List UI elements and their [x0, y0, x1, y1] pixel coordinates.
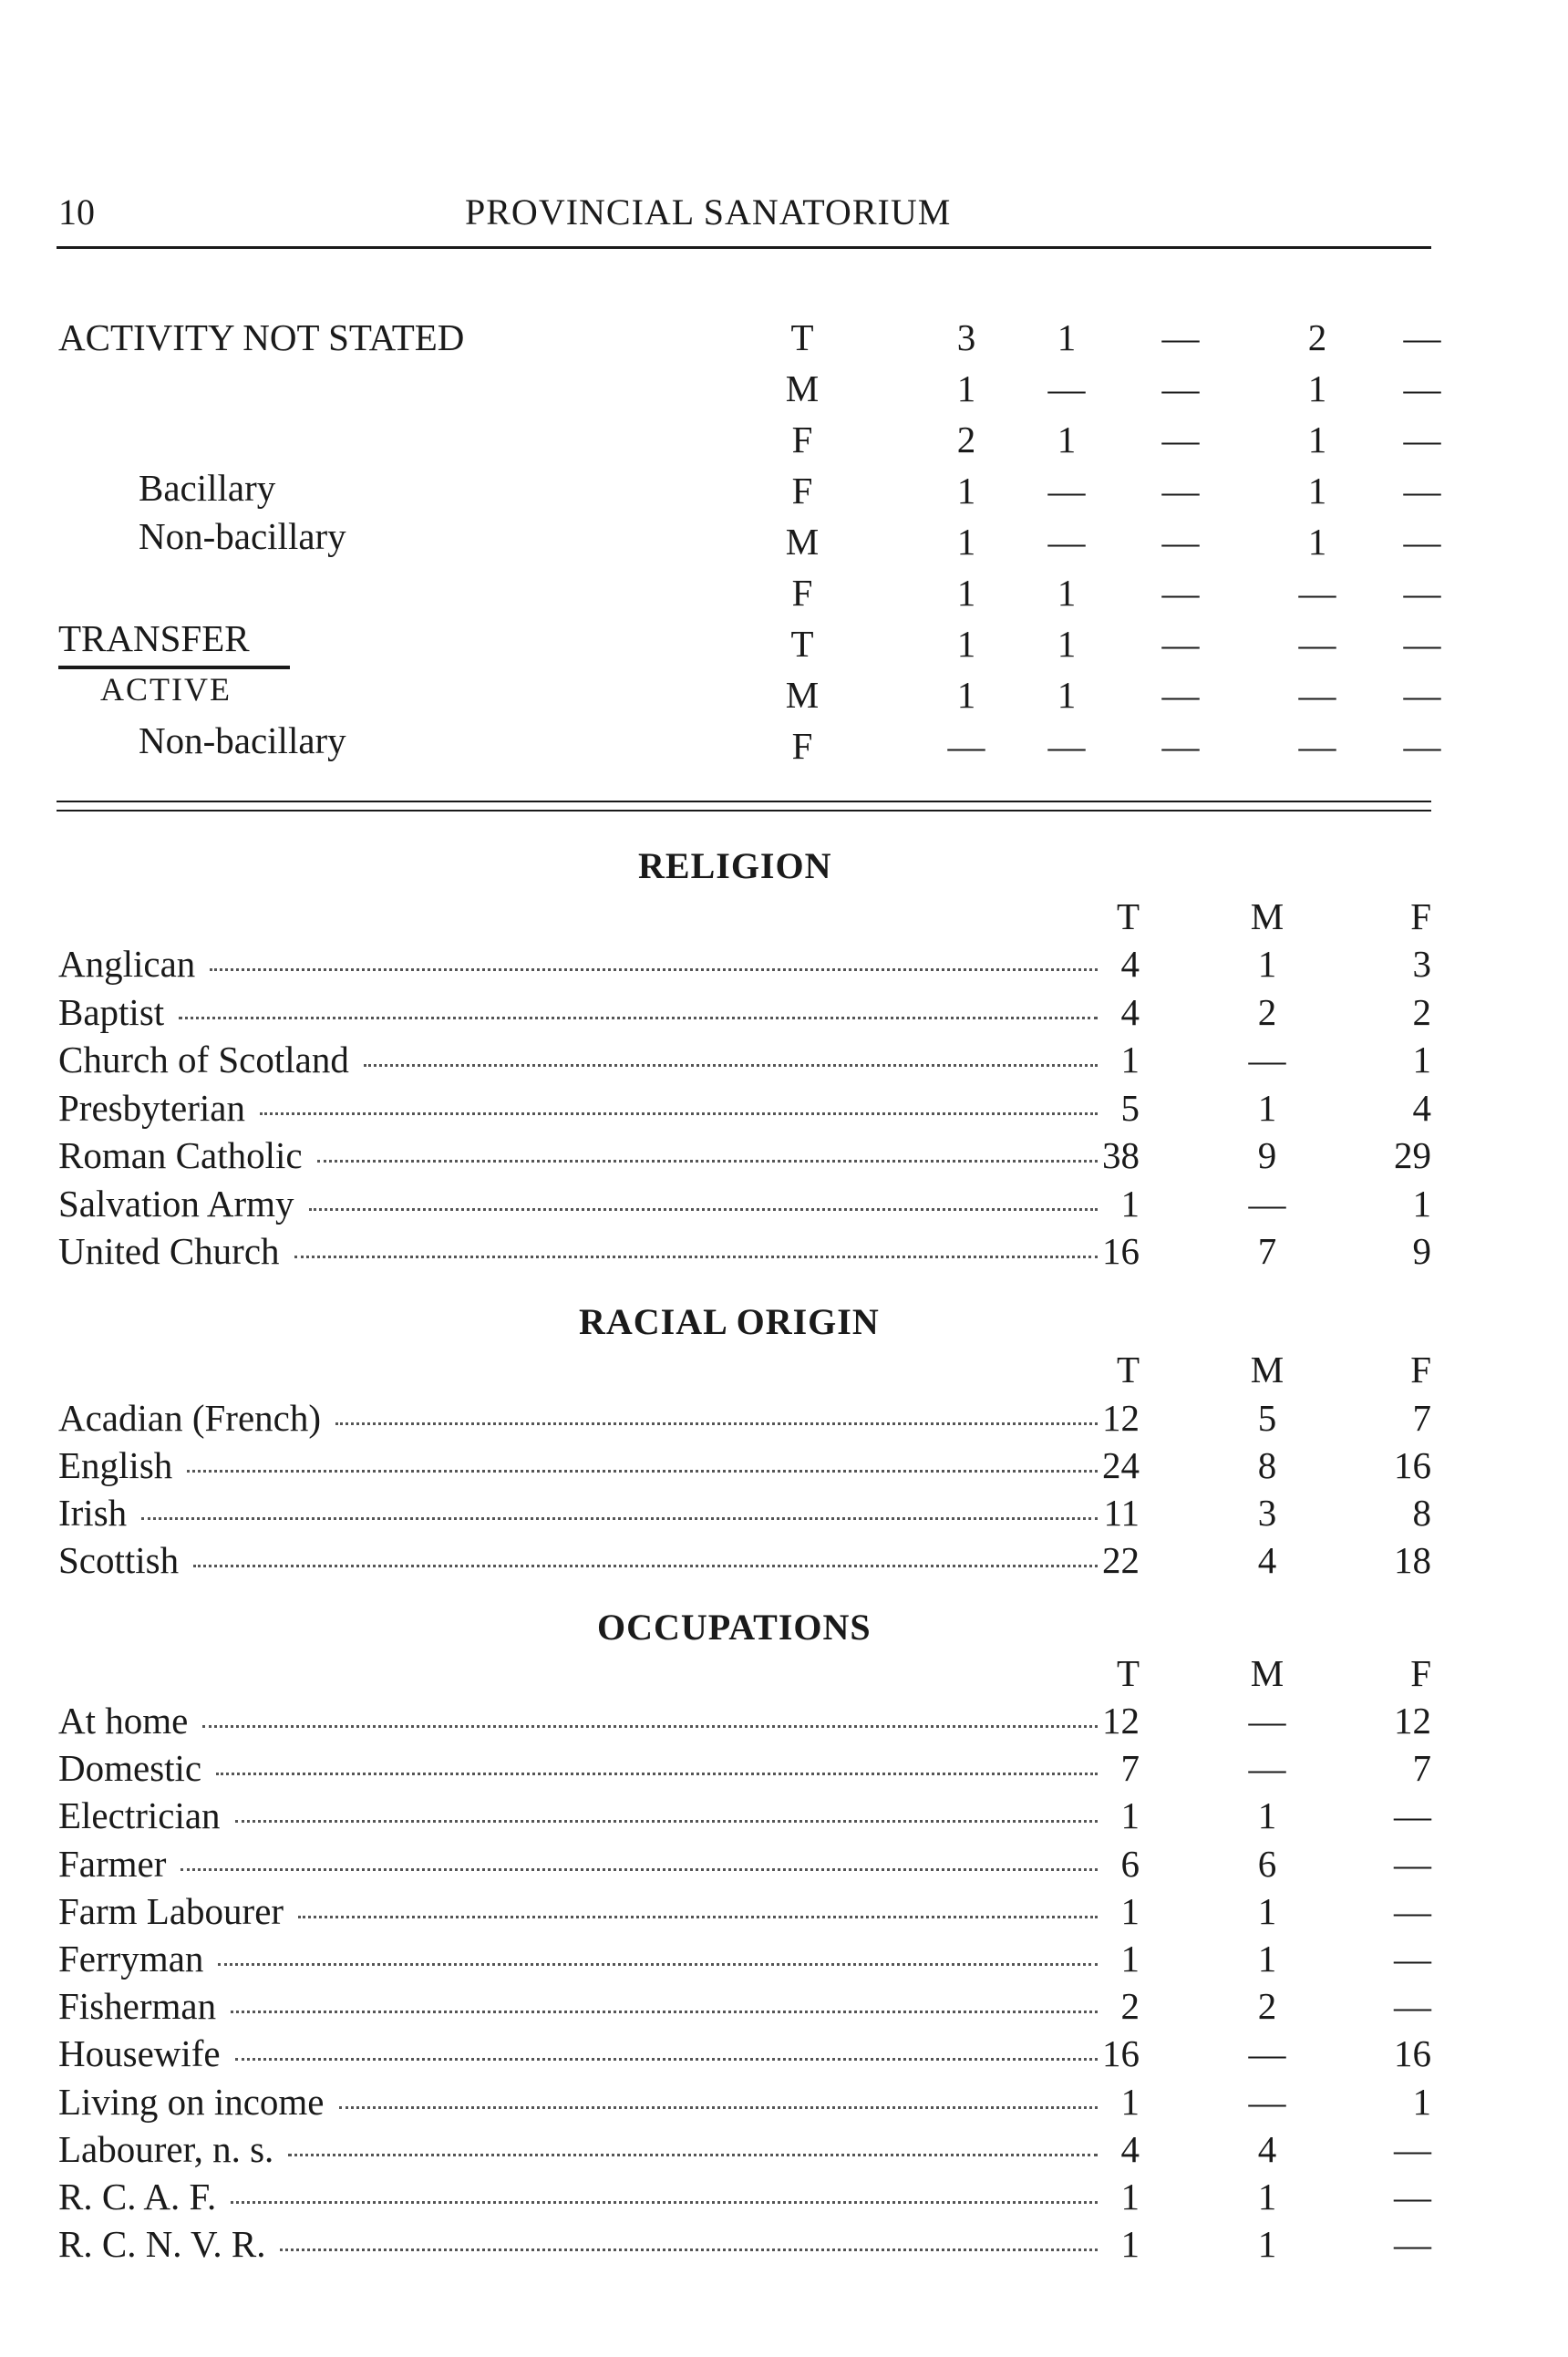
table-row — [58, 1702, 1098, 1740]
dot-leader — [364, 1064, 1098, 1067]
table-row — [58, 2080, 1098, 2123]
table-row — [58, 1134, 1098, 1176]
row-label: Salvation Army — [58, 1182, 294, 1225]
table-cell-m: — — [1248, 2080, 1286, 2123]
racial-header-m: M — [1250, 1349, 1284, 1390]
table-cell: 1 — [1057, 572, 1077, 614]
table-cell-t: 2 — [1120, 1985, 1140, 2028]
table-cell: — — [1161, 521, 1200, 563]
row-label: Anglican — [58, 943, 196, 985]
table-cell-m: 2 — [1257, 1985, 1277, 2028]
row-label: Roman Catholic — [58, 1134, 303, 1176]
table-row — [58, 1889, 1098, 1932]
table-cell-m: — — [1248, 1747, 1286, 1790]
table-cell: — — [1047, 521, 1086, 563]
sex-code: F — [791, 470, 813, 512]
table-cell-m: 7 — [1257, 1230, 1277, 1272]
row-label: Domestic — [58, 1747, 202, 1790]
table-cell: 1 — [1307, 419, 1327, 460]
row-label: Acadian (French) — [58, 1397, 322, 1439]
row-label: Ferryman — [58, 1938, 204, 1980]
row-label: TRANSFER — [58, 617, 250, 659]
table-cell-m: 1 — [1257, 943, 1277, 985]
table-cell-m: 1 — [1257, 2223, 1277, 2266]
dot-leader — [202, 1725, 1098, 1728]
table-cell-m: 4 — [1257, 1539, 1277, 1581]
table-cell-m: 9 — [1257, 1134, 1277, 1176]
row-label: Farm Labourer — [58, 1889, 284, 1932]
religion-header-t: T — [1116, 895, 1140, 937]
dot-leader — [298, 1916, 1098, 1918]
table-cell-t: 1 — [1120, 2176, 1140, 2217]
racial-header-t: T — [1116, 1349, 1140, 1390]
row-label: Baptist — [58, 990, 165, 1033]
dot-leader — [294, 1256, 1098, 1258]
racial-origin-title: RACIAL ORIGIN — [579, 1301, 880, 1342]
row-label: Non-bacillary — [139, 719, 346, 761]
table-cell-t: 12 — [1102, 1397, 1140, 1439]
table-cell: 2 — [1307, 316, 1327, 358]
table-cell-f: 1 — [1412, 1039, 1431, 1080]
table-cell-t: 12 — [1102, 1700, 1140, 1742]
table-cell-t: 1 — [1120, 2223, 1140, 2266]
table-cell: — — [1403, 623, 1441, 665]
table-cell: — — [1298, 623, 1336, 665]
table-cell-f: — — [1394, 1985, 1431, 2028]
table-cell: — — [1403, 572, 1441, 614]
table-cell-f: — — [1394, 2223, 1431, 2266]
table-cell: — — [1298, 725, 1336, 767]
occupations-header-f: F — [1410, 1652, 1431, 1694]
table-cell-f: 7 — [1412, 1747, 1431, 1790]
table-cell-m: 1 — [1257, 1938, 1277, 1980]
table-cell-t: 24 — [1102, 1444, 1140, 1486]
table-cell-f: 29 — [1394, 1134, 1431, 1176]
occupations-title: OCCUPATIONS — [597, 1607, 872, 1648]
table-cell: — — [1403, 316, 1441, 358]
separator-rule-top — [57, 801, 1431, 802]
table-cell-t: 38 — [1102, 1134, 1140, 1176]
sex-code: M — [785, 521, 820, 563]
table-cell-t: 1 — [1120, 1889, 1140, 1932]
table-cell-f: — — [1394, 2176, 1431, 2217]
table-cell: — — [1298, 674, 1336, 716]
table-row — [58, 1842, 1098, 1885]
table-cell-t: 22 — [1102, 1539, 1140, 1581]
table-cell: 1 — [1307, 521, 1327, 563]
table-cell: 1 — [1307, 367, 1327, 409]
table-cell: 1 — [956, 367, 976, 409]
table-row — [58, 1747, 1098, 1790]
table-cell-m: — — [1248, 1039, 1286, 1080]
table-cell-f: 18 — [1394, 1539, 1431, 1581]
table-cell-f: — — [1394, 1842, 1431, 1885]
table-cell: 1 — [1057, 419, 1077, 460]
table-cell-t: 1 — [1120, 1182, 1140, 1225]
table-cell-f: 7 — [1412, 1397, 1431, 1439]
table-cell-f: 9 — [1412, 1230, 1431, 1272]
row-label: Electrician — [58, 1794, 221, 1837]
dot-leader — [141, 1517, 1098, 1520]
religion-header-m: M — [1250, 895, 1284, 937]
table-cell: 3 — [956, 316, 976, 358]
table-cell-f: — — [1394, 1794, 1431, 1837]
table-cell-m: 2 — [1257, 990, 1277, 1033]
table-cell-t: 16 — [1102, 1230, 1140, 1272]
dot-leader — [181, 1868, 1098, 1871]
row-label: Presbyterian — [58, 1086, 245, 1129]
table-cell-m: 1 — [1257, 2176, 1277, 2217]
table-row — [58, 2223, 1098, 2266]
row-label: United Church — [58, 1230, 280, 1272]
table-cell-m: — — [1248, 1700, 1286, 1742]
dot-leader — [317, 1160, 1098, 1163]
row-label: R. C. N. V. R. — [58, 2223, 266, 2266]
table-cell-m: 4 — [1257, 2127, 1277, 2170]
table-cell: 1 — [956, 470, 976, 512]
table-cell: — — [1161, 674, 1200, 716]
table-cell: 1 — [1057, 316, 1077, 358]
dot-leader — [231, 2011, 1098, 2013]
row-label: ACTIVITY NOT STATED — [58, 316, 465, 358]
table-cell-f: 1 — [1412, 1182, 1431, 1225]
religion-title: RELIGION — [638, 845, 832, 886]
table-row — [58, 2032, 1098, 2075]
sex-code: M — [785, 674, 820, 716]
table-cell-t: 16 — [1102, 2032, 1140, 2075]
dot-leader — [235, 1820, 1098, 1823]
religion-header-f: F — [1410, 895, 1431, 937]
table-cell: — — [1047, 470, 1086, 512]
occupations-header-t: T — [1116, 1652, 1140, 1694]
table-cell: 1 — [1057, 623, 1077, 665]
table-cell-m: 8 — [1257, 1444, 1277, 1486]
table-cell: — — [1161, 725, 1200, 767]
table-cell-f: — — [1394, 1889, 1431, 1932]
table-cell: — — [1298, 572, 1336, 614]
sex-code: M — [785, 367, 820, 409]
table-cell-t: 4 — [1120, 943, 1140, 985]
table-cell-t: 1 — [1120, 1794, 1140, 1837]
table-cell: — — [1403, 521, 1441, 563]
row-label: ACTIVE — [100, 671, 232, 708]
table-cell-f: 4 — [1412, 1086, 1431, 1129]
table-row — [58, 2127, 1098, 2170]
row-label: Scottish — [58, 1539, 180, 1581]
table-cell: — — [1161, 419, 1200, 460]
table-row — [58, 1444, 1098, 1486]
table-cell-m: — — [1248, 2032, 1286, 2075]
occupations-header-m: M — [1250, 1652, 1284, 1694]
separator-rule-bottom — [57, 810, 1431, 812]
table-cell-f: 8 — [1412, 1492, 1431, 1534]
table-row — [58, 2178, 1098, 2216]
dot-leader — [235, 2058, 1098, 2061]
table-cell-m: 5 — [1257, 1397, 1277, 1439]
table-cell: 1 — [1307, 470, 1327, 512]
row-label: Non-bacillary — [139, 515, 346, 557]
dot-leader — [193, 1565, 1098, 1567]
dot-leader — [179, 1017, 1098, 1019]
transfer-underline — [58, 666, 290, 669]
table-cell: — — [1403, 470, 1441, 512]
table-cell-f: — — [1394, 1938, 1431, 1980]
table-cell: — — [1047, 725, 1086, 767]
table-cell-f: 16 — [1394, 1444, 1431, 1486]
row-label: Irish — [58, 1492, 128, 1534]
table-row — [58, 1086, 1098, 1129]
dot-leader — [187, 1470, 1098, 1473]
table-row — [58, 943, 1098, 985]
row-label: English — [58, 1444, 173, 1486]
table-row — [58, 1230, 1098, 1272]
dot-leader — [231, 2201, 1098, 2204]
table-cell: 1 — [956, 521, 976, 563]
sex-code: F — [791, 725, 813, 767]
row-label: Fisherman — [58, 1985, 217, 2028]
row-label: R. C. A. F. — [58, 2176, 217, 2217]
table-cell: 1 — [956, 623, 976, 665]
table-cell-t: 5 — [1120, 1086, 1140, 1129]
table-cell-f: 16 — [1394, 2032, 1431, 2075]
table-cell-f: 1 — [1412, 2080, 1431, 2123]
table-cell: 2 — [956, 419, 976, 460]
table-cell-m: 1 — [1257, 1086, 1277, 1129]
table-row — [58, 1940, 1098, 1978]
table-cell: 1 — [956, 572, 976, 614]
table-cell: — — [947, 725, 985, 767]
table-row — [58, 1985, 1098, 2028]
table-cell-m: 6 — [1257, 1842, 1277, 1885]
table-row — [58, 990, 1098, 1033]
table-cell-t: 11 — [1103, 1492, 1140, 1534]
table-row — [58, 1397, 1098, 1439]
sex-code: T — [790, 623, 814, 665]
table-cell: — — [1161, 623, 1200, 665]
table-row — [58, 1794, 1098, 1837]
table-cell: — — [1161, 470, 1200, 512]
table-cell-t: 6 — [1120, 1842, 1140, 1885]
table-row — [58, 1182, 1098, 1225]
table-cell-t: 4 — [1120, 990, 1140, 1033]
dot-leader — [218, 1963, 1098, 1966]
row-label: Church of Scotland — [58, 1039, 349, 1080]
table-cell: — — [1161, 367, 1200, 409]
table-cell-t: 7 — [1120, 1747, 1140, 1790]
sex-code: F — [791, 419, 813, 460]
dot-leader — [210, 968, 1098, 971]
table-cell: — — [1161, 316, 1200, 358]
dot-leader — [216, 1773, 1098, 1775]
dot-leader — [288, 2154, 1098, 2156]
table-cell: — — [1161, 572, 1200, 614]
row-label: At home — [58, 1700, 189, 1742]
dot-leader — [280, 2248, 1098, 2251]
row-label: Housewife — [58, 2032, 221, 2075]
dot-leader — [309, 1208, 1098, 1211]
row-label: Living on income — [58, 2080, 325, 2123]
table-row — [58, 1041, 1098, 1079]
table-cell: — — [1047, 367, 1086, 409]
table-cell-t: 1 — [1120, 1039, 1140, 1080]
sex-code: F — [791, 572, 813, 614]
table-cell-f: 12 — [1394, 1700, 1431, 1742]
dot-leader — [260, 1112, 1098, 1115]
sex-code: T — [790, 316, 814, 358]
table-cell: — — [1403, 674, 1441, 716]
table-cell-t: 4 — [1120, 2127, 1140, 2170]
table-cell: — — [1403, 419, 1441, 460]
racial-header-f: F — [1410, 1349, 1431, 1390]
row-label: Farmer — [58, 1842, 167, 1885]
row-label: Bacillary — [139, 467, 276, 509]
running-title: PROVINCIAL SANATORIUM — [465, 191, 952, 233]
page-number: 10 — [58, 191, 95, 233]
table-cell-m: 1 — [1257, 1794, 1277, 1837]
table-cell-m: — — [1248, 1182, 1286, 1225]
table-cell-t: 1 — [1120, 1938, 1140, 1980]
table-cell-f: — — [1394, 2127, 1431, 2170]
table-row — [58, 1494, 1098, 1532]
table-cell: — — [1403, 725, 1441, 767]
table-row — [58, 1539, 1098, 1581]
table-cell-f: 2 — [1412, 990, 1431, 1033]
table-cell: 1 — [1057, 674, 1077, 716]
table-cell-f: 3 — [1412, 943, 1431, 985]
row-label: Labourer, n. s. — [58, 2127, 274, 2170]
table-cell-t: 1 — [1120, 2080, 1140, 2123]
dot-leader — [339, 2106, 1098, 2109]
table-cell: 1 — [956, 674, 976, 716]
table-cell: — — [1403, 367, 1441, 409]
dot-leader — [335, 1422, 1098, 1425]
table-cell-m: 3 — [1257, 1492, 1277, 1534]
header-rule — [57, 246, 1431, 249]
table-cell-m: 1 — [1257, 1889, 1277, 1932]
